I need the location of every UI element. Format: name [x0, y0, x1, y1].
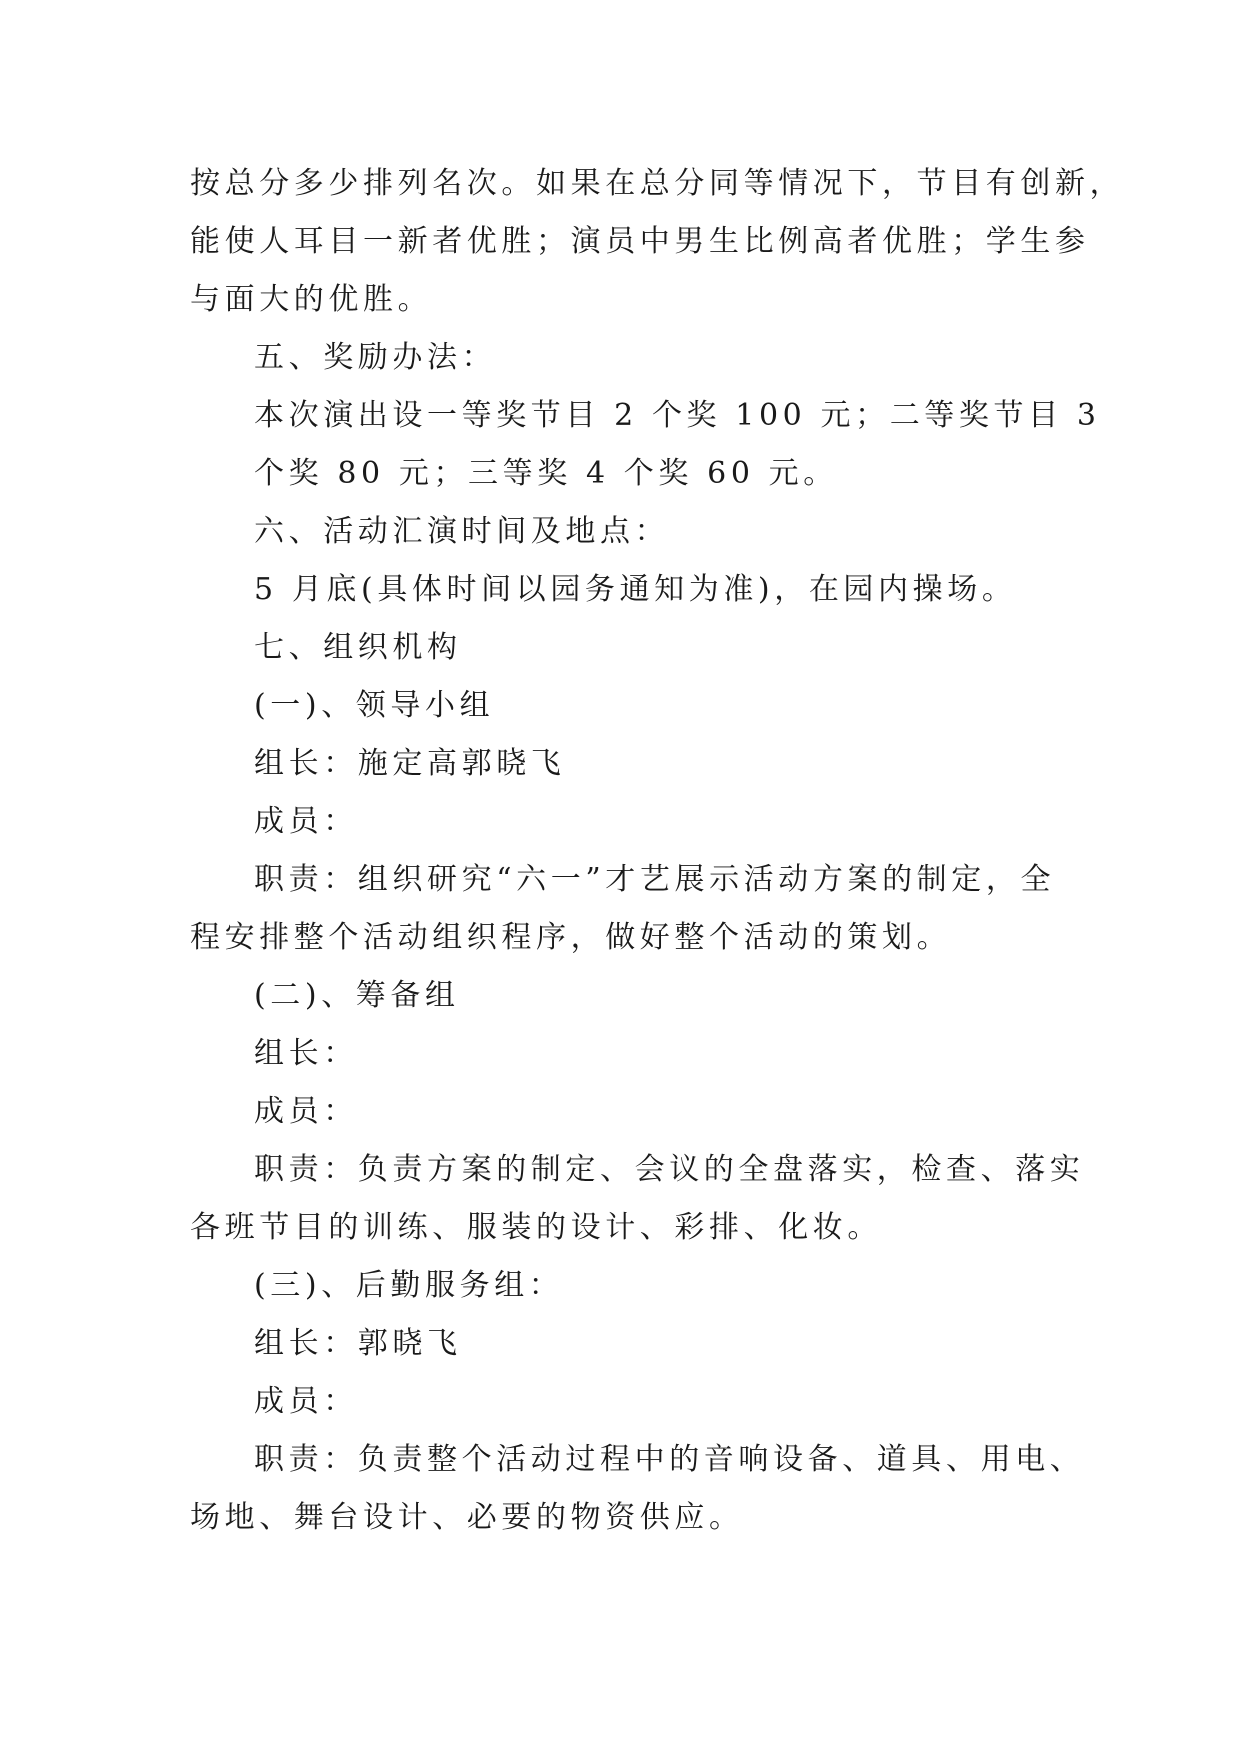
paragraph-line: 职责：组织研究“六一”才艺展示活动方案的制定，全: [254, 862, 1056, 897]
paragraph-line: 按总分多少排列名次。如果在总分同等情况下，节目有创新，: [190, 166, 1125, 201]
paragraph-line: 本次演出设一等奖节目 2 个奖 100 元；二等奖节目 3: [254, 398, 1101, 433]
section-heading: 五、奖励办法：: [254, 340, 497, 375]
paragraph-line: 成员：: [254, 1384, 358, 1419]
paragraph-line: 能使人耳目一新者优胜；演员中男生比例高者优胜；学生参: [190, 224, 1090, 259]
section-heading: 六、活动汇演时间及地点：: [254, 514, 670, 549]
subsection-heading: (三)、后勤服务组：: [254, 1268, 564, 1303]
paragraph-line: 组长：: [254, 1036, 358, 1071]
paragraph-line: 5 月底(具体时间以园务通知为准)，在园内操场。: [254, 572, 1017, 607]
paragraph-line: 程安排整个活动组织程序，做好整个活动的策划。: [190, 920, 952, 955]
paragraph-line: 组长：郭晓飞: [254, 1326, 462, 1361]
subsection-heading: (一)、领导小组: [254, 688, 495, 723]
paragraph-line: 职责：负责整个活动过程中的音响设备、道具、用电、: [254, 1442, 1085, 1477]
paragraph-line: 成员：: [254, 804, 358, 839]
subsection-heading: (二)、筹备组: [254, 978, 460, 1013]
section-heading: 七、组织机构: [254, 630, 462, 665]
paragraph-line: 成员：: [254, 1094, 358, 1129]
paragraph-line: 与面大的优胜。: [190, 282, 433, 317]
paragraph-line: 职责：负责方案的制定、会议的全盘落实，检查、落实: [254, 1152, 1085, 1187]
paragraph-line: 组长：施定高郭晓飞: [254, 746, 566, 781]
paragraph-line: 个奖 80 元；三等奖 4 个奖 60 元。: [254, 456, 838, 491]
paragraph-line: 场地、舞台设计、必要的物资供应。: [190, 1500, 744, 1535]
paragraph-line: 各班节目的训练、服装的设计、彩排、化妆。: [190, 1210, 882, 1245]
